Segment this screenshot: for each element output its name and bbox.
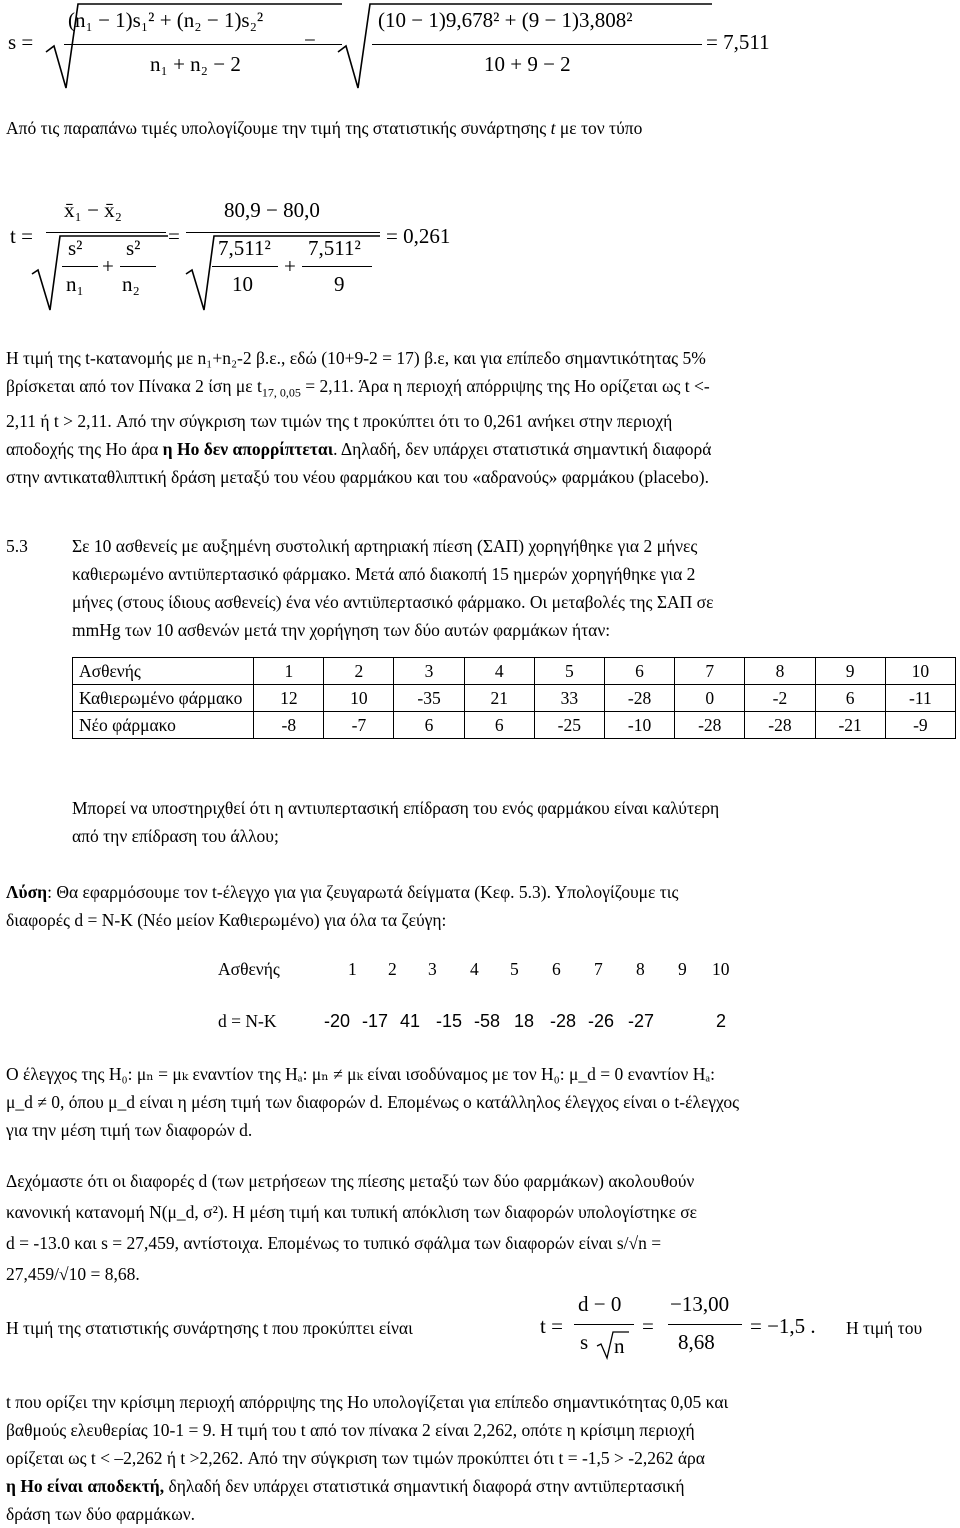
table-cell: 7 bbox=[594, 959, 603, 979]
problem-number: 5.3 bbox=[6, 536, 28, 556]
table-cell: -21 bbox=[815, 712, 885, 739]
table-cell: -25 bbox=[534, 712, 604, 739]
paragraph-t-distribution: Η τιμή της t-κατανομής με n₁+n₂-2 β.ε., εδώ (10+9-2 = 17) β.ε, και για επίπεδο σημαντικότητας 5% βρίσκεται από τον Πίνακα 2 ίση με $t_{17, 0,05} = 2,11$. Άρα η περιοχή απόρριψης της Ho ορίζεται ως t <- 2,11 ή t > 2,11. Από την σύγκριση των τιμών της t προκύπτει ότι το 0,261 ανήκει στην περιοχή αποδοχής της Ho άρα η Ho δεν απορρίπτεται. Δηλαδή, δεν υπάρχει στατιστικά σημαντική διαφορά στην αντικαταθλιπτική δράση μεταξύ του νέου φαρμάκου και του «αδρανούς» φαρμάκου (placebo). bbox=[6, 348, 712, 487]
table-cell: 5 bbox=[510, 959, 519, 979]
table-cell: -58 bbox=[474, 1011, 501, 1031]
row-label: Νέο φάρμακο bbox=[73, 712, 254, 739]
table-cell: 6 bbox=[464, 712, 534, 739]
table-cell: -10 bbox=[604, 712, 674, 739]
table-cell: -2 bbox=[745, 685, 815, 712]
table-cell: -35 bbox=[394, 685, 464, 712]
table-cell: 4 bbox=[464, 658, 534, 685]
table-cell: 7 bbox=[675, 658, 745, 685]
table-cell: -17 bbox=[362, 1011, 389, 1031]
table-cell: -28 bbox=[550, 1011, 577, 1031]
differences-table bbox=[0, 955, 960, 1035]
table-cell: 6 bbox=[604, 658, 674, 685]
formula1-numerator: (n₁ − 1)s₁² + (n₂ − 1)s₂² bbox=[68, 8, 264, 32]
table-cell: 8 bbox=[636, 959, 645, 979]
formula1-denominator-values: 10 + 9 − 2 bbox=[484, 52, 571, 76]
table-cell: 41 bbox=[400, 1011, 421, 1031]
table-cell: -20 bbox=[324, 1011, 351, 1031]
formula1-result: = 7,511 bbox=[706, 30, 770, 54]
formula2-result: = 0,261 bbox=[386, 224, 451, 248]
table-cell: 6 bbox=[552, 959, 561, 979]
table-cell: -28 bbox=[745, 712, 815, 739]
table2-label-d: d = N-K bbox=[218, 1011, 277, 1031]
table-cell: 21 bbox=[464, 685, 534, 712]
question-text: Μπορεί να υποστηριχθεί ότι η αντιυπερτασική επίδραση του ενός φαρμάκου είναι καλύτερη από την επίδραση του άλλου; bbox=[72, 798, 720, 846]
formula1-lhs: s = bbox=[8, 30, 34, 54]
table-cell: 2 bbox=[388, 959, 397, 979]
blood-pressure-table bbox=[72, 657, 956, 739]
table-cell: 10 bbox=[712, 959, 730, 979]
formula2-numerator-values: 80,9 − 80,0 bbox=[224, 198, 320, 222]
table-cell: 10 bbox=[324, 685, 394, 712]
table-row bbox=[73, 658, 956, 685]
sqrt-icon bbox=[30, 234, 170, 314]
table-cell: 18 bbox=[514, 1011, 535, 1031]
table-cell: 2 bbox=[716, 1011, 727, 1031]
solution-text: Λύση: Θα εφαρμόσουμε τον t-έλεγχο για για ζευγαρωτά δείγματα (Κεφ. 5.3). Υπολογίζουμε τις διαφορές d = N-K (Νέο μείον Καθιερωμένο) για όλα τα ζεύγη: bbox=[6, 882, 679, 930]
solution-label: Λύση bbox=[6, 882, 48, 902]
table-cell: 6 bbox=[394, 712, 464, 739]
formula2-numerator: x̄₁ − x̄₂ bbox=[64, 198, 122, 222]
paragraph-conclusion: t που ορίζει την κρίσιμη περιοχή απόρριψης της Ho υπολογίζεται για επίπεδο σημαντικότητας 0,05 και βαθμούς ελευθερίας 10-1 = 9. Η τιμή του t από τον πίνακα 2 είναι 2,262, οπότε η κρίσιμη περιοχή ορίζεται ως t < –2,262 ή t >2,262. Από την σύγκριση των τιμών προκύπτει ότι t = -1,5 > -2,262 άρα η Ho είναι αποδεκτή, δηλαδή δεν υπάρχει στατιστικά σημαντική διαφορά στην αντιϋπερτασική δράση των δύο φαρμάκων. bbox=[6, 1392, 729, 1524]
table2-label-patient: Ασθενής bbox=[218, 959, 280, 979]
table-cell: -28 bbox=[675, 712, 745, 739]
table-cell: 1 bbox=[348, 959, 357, 979]
paragraph-normal-distribution: Δεχόμαστε ότι οι διαφορές d (των μετρήσεων της πίεσης μεταξύ των δύο φαρμάκων) ακολουθούν κανονική κατανομή N(μ_d, σ²). Η μέση τιμή και τυπική απόκλιση των διαφορών υπολογίστηκε σε d = -13.0 και s = 27,459, αντίστοιχα. Επομένως το τυπικό σφάλμα των διαφορών είναι s/√n = 27,459/√10 = 8,68. bbox=[6, 1171, 698, 1284]
table-cell: 33 bbox=[534, 685, 604, 712]
table-cell: -28 bbox=[604, 685, 674, 712]
table-cell: 8 bbox=[745, 658, 815, 685]
table-row bbox=[73, 685, 956, 712]
table-cell: -26 bbox=[588, 1011, 615, 1031]
table-cell: -9 bbox=[885, 712, 955, 739]
table-cell: 0 bbox=[675, 685, 745, 712]
paragraph-t-value: Η τιμή της στατιστικής συνάρτησης t που προκύπτει είναι t = d − 0 s n = −13,00 8,68 = −1,5 . Η τιμή του bbox=[6, 1292, 923, 1358]
formula-pooled-sd: s = (n₁ − 1)s₁² + (n₂ − 1)s₂² n₁ + n₂ − 2 = (10 − 1)9,678² + (9 − 1)3,808² 10 + 9 − 2 = 7,511 bbox=[0, 0, 960, 100]
table-cell: 3 bbox=[394, 658, 464, 685]
intro-text: Από τις παραπάνω τιμές υπολογίζουμε την τιμή της στατιστικής συνάρτησης t με τον τύπο bbox=[6, 118, 643, 138]
table-cell: 10 bbox=[885, 658, 955, 685]
table-cell: 6 bbox=[815, 685, 885, 712]
table-cell: 3 bbox=[428, 959, 437, 979]
table-cell: -11 bbox=[885, 685, 955, 712]
table-cell: 5 bbox=[534, 658, 604, 685]
table-cell: 9 bbox=[815, 658, 885, 685]
formula1-denominator: n₁ + n₂ − 2 bbox=[150, 52, 241, 76]
table-cell: -8 bbox=[254, 712, 324, 739]
table-cell: 2 bbox=[324, 658, 394, 685]
table-cell: 1 bbox=[254, 658, 324, 685]
formula1-numerator-values: (10 − 1)9,678² + (9 − 1)3,808² bbox=[378, 8, 633, 32]
problem-text: Σε 10 ασθενείς με αυξημένη συστολική αρτηριακή πίεση (ΣΑΠ) χορηγήθηκε για 2 μήνες καθιερωμένο αντιϋπερτασικό φάρμακο. Μετά από διακοπή 15 ημερών χορηγήθηκε για 2 μήνες (στους ίδιους ασθενείς) ένα νέο αντιϋπερτασικό φάρμακο. Οι μεταβολές της ΣΑΠ σε mmHg των 10 ασθενών μετά την χορήγηση των δύο αυτών φαρμάκων ήταν: bbox=[72, 536, 714, 640]
paragraph-hypothesis: Ο έλεγχος της H₀: μₙ = μₖ εναντίον της Hₐ: μₙ ≠ μₖ είναι ισοδύναμος με τον H₀: μ_d = 0 εναντίον Hₐ: μ_d ≠ 0, όπου μ_d είναι η μέση τιμή των διαφορών d. Επομένως ο κατάλληλος έλεγχος είναι ο t-έλεγχος για την μέση τιμή των διαφορών d. bbox=[6, 1064, 740, 1140]
table-cell: -15 bbox=[436, 1011, 463, 1031]
row-label: Καθιερωμένο φάρμακο bbox=[73, 685, 254, 712]
table-cell: -7 bbox=[324, 712, 394, 739]
formula-t-statistic: t = x̄₁ − x̄₂ s² n₁ + s² n₂ = 80,9 − 80,0 7,511² 10 + 7,511² 9 = 0,261 bbox=[0, 190, 960, 320]
table-row bbox=[73, 712, 956, 739]
table-cell: 12 bbox=[254, 685, 324, 712]
table-cell: -27 bbox=[628, 1011, 655, 1031]
table-cell: 9 bbox=[678, 959, 687, 979]
table-cell: 4 bbox=[470, 959, 479, 979]
row-label: Ασθενής bbox=[73, 658, 254, 685]
